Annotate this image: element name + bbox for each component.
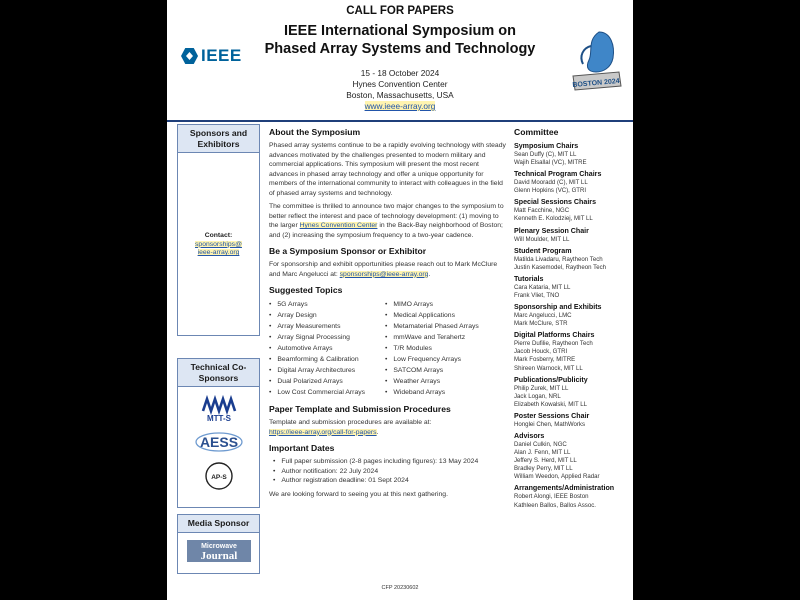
- badge-text: BOSTON 2024: [572, 77, 620, 90]
- committee-member: Mark Fosberry, MITRE: [514, 356, 576, 364]
- ieee-logo-text: IEEE: [201, 46, 242, 65]
- list-item: • Dual Polarized Arrays: [269, 376, 385, 387]
- important-dates-list: [273, 457, 509, 486]
- list-item: • Array Signal Processing: [269, 332, 385, 343]
- mtts-text: MTT-S: [206, 414, 231, 423]
- committee-member: Kathleen Ballos, Ballos Assoc.: [514, 501, 596, 509]
- aps-logo-icon: [204, 461, 234, 491]
- list-item: • Array Design: [269, 310, 385, 321]
- list-item: • Automotive Arrays: [269, 343, 385, 354]
- committee-section-heading: Plenary Session Chair: [514, 226, 589, 235]
- committee-member: Daniel Culkin, NGC: [514, 440, 567, 448]
- aps-logo: [178, 461, 259, 491]
- committee-member: Kenneth E. Kolodziej, MIT LL: [514, 215, 593, 223]
- committee-member: Cara Kataria, MIT LL: [514, 283, 571, 291]
- list-item: • Digital Array Architectures: [269, 365, 385, 376]
- technical-co-sponsors-title: Technical Co-Sponsors: [178, 359, 259, 387]
- committee-member: Alan J. Fenn, MIT LL: [514, 449, 571, 457]
- template-paragraph: [269, 418, 509, 437]
- committee-title: Committee: [514, 127, 559, 137]
- list-item: • Author registration deadline: 01 Sept 2024: [273, 476, 509, 486]
- committee-section-heading: Tutorials: [514, 274, 544, 283]
- template-text: Template and submission procedures are available at:: [269, 419, 432, 426]
- list-item: • Weather Arrays: [385, 376, 479, 387]
- committee-section-heading: Sponsorship and Exhibits: [514, 303, 602, 312]
- title-line-2: Phased Array Systems and Technology: [264, 41, 536, 57]
- committee-member: Robert Alongi, IEEE Boston: [514, 493, 589, 501]
- committee-member: Jack Logan, NRL: [514, 392, 561, 400]
- conference-city: Boston, Massachusetts, USA: [346, 90, 454, 100]
- committee-section-heading: Technical Program Chairs: [514, 170, 602, 179]
- template-heading: Paper Template and Submission Procedures: [269, 404, 451, 414]
- committee-section-heading: Digital Platforms Chairs: [514, 331, 595, 340]
- committee-member: Philip Zurek, MIT LL: [514, 384, 569, 392]
- committee-member: Marc Angelucci, LMC: [514, 312, 572, 320]
- title-line-1: IEEE International Symposium on: [283, 23, 517, 39]
- committee-member: Bradley Perry, MIT LL: [514, 465, 573, 473]
- contact-email-line-2[interactable]: ieee-array.org: [197, 249, 240, 256]
- template-end: .: [376, 428, 379, 436]
- sponsor-heading: Be a Symposium Sponsor or Exhibitor: [269, 246, 427, 256]
- media-sponsor-title: Media Sponsor: [178, 515, 259, 533]
- contact-email-line-1[interactable]: sponsorships@: [195, 240, 242, 248]
- committee-section-heading: Poster Sessions Chair: [514, 411, 590, 420]
- list-item: • Wideband Arrays: [385, 387, 479, 398]
- committee-member: Frank Vliet, TNO: [514, 291, 560, 299]
- committee-member: Wajih Elsallal (VC), MITRE: [514, 159, 587, 167]
- committee-section-heading: Publications/Publicity: [514, 375, 588, 384]
- topics-column-2: [385, 299, 479, 398]
- sponsor-text-b: .: [428, 270, 431, 278]
- committee-member: Matilda Livadaru, Raytheon Tech: [514, 255, 603, 263]
- about-paragraph-1: Phased array systems continue to be a rapidly evolving technology with steady advances motivated by the challenges presented to modern military and commercial applications. This symposium will present the most recent advances in phased array technology and offer a unique opportunity for members of the international community to interact with colleagues in the field of phased array systems and technology.: [269, 142, 506, 197]
- call-for-papers-label: CALL FOR PAPERS: [346, 5, 454, 17]
- conference-info: [277, 68, 523, 112]
- list-item: • Low Cost Commercial Arrays: [269, 387, 385, 398]
- hynes-link[interactable]: Hynes Convention Center: [299, 222, 378, 229]
- committee-section-heading: Student Program: [514, 246, 572, 255]
- topics-heading: Suggested Topics: [269, 285, 343, 295]
- committee-member: Honglei Chen, MathWorks: [514, 420, 586, 428]
- list-item: • Metamaterial Phased Arrays: [385, 321, 479, 332]
- topics-list: [269, 299, 509, 398]
- conference-dates: 15 - 18 October 2024: [360, 68, 440, 78]
- list-item: • Beamforming & Calibration: [269, 354, 385, 365]
- committee-section-heading: Advisors: [514, 431, 545, 440]
- boston-2024-badge-icon: [569, 28, 623, 92]
- footer-code: CFP 20230602: [381, 585, 419, 591]
- sponsors-exhibitors-title: Sponsors and Exhibitors: [178, 125, 259, 153]
- committee-member: Sean Duffy (C), MIT LL: [514, 151, 577, 158]
- committee-member: Jacob Houck, GTRI: [514, 348, 568, 356]
- committee-member: Glenn Hopkins (VC), GTRI: [514, 187, 587, 195]
- sponsors-exhibitors-box: [177, 124, 260, 336]
- sponsor-text-a: For sponsorship and exhibit opportunities please reach out to Mark McClure and Marc Angelucci at:: [269, 261, 498, 278]
- mtts-logo: [178, 395, 259, 423]
- main-content: [269, 127, 509, 503]
- aps-text: AP-S: [210, 474, 227, 481]
- website-link[interactable]: www.ieee-array.org: [364, 101, 436, 111]
- committee-column: [514, 127, 630, 510]
- contact-label: Contact:: [204, 232, 233, 239]
- ieee-diamond-icon: [181, 48, 198, 64]
- technical-co-sponsors-box: [177, 358, 260, 508]
- microwave-journal-logo: [178, 539, 259, 563]
- list-item: • Low Frequency Arrays: [385, 354, 479, 365]
- mj-line-1: Microwave: [200, 543, 237, 550]
- template-link[interactable]: https://ieee-array.org/call-for-papers: [269, 428, 377, 436]
- conference-venue: Hynes Convention Center: [352, 79, 448, 89]
- list-item: • Medical Applications: [385, 310, 479, 321]
- about-heading: About the Symposium: [269, 127, 361, 137]
- sponsor-contact: [178, 232, 259, 258]
- committee-member: Matt Facchine, NGC: [514, 207, 570, 215]
- list-item: • Full paper submission (2-8 pages including figures): 13 May 2024: [273, 457, 509, 467]
- committee-member: David Mooradd (C), MIT LL: [514, 179, 588, 187]
- committee-section-heading: Special Sessions Chairs: [514, 198, 597, 207]
- about-paragraph-2: [269, 202, 509, 240]
- call-for-papers-page: [167, 0, 633, 600]
- list-item: • Author notification: 22 July 2024: [273, 467, 509, 477]
- media-sponsor-box: [177, 514, 260, 574]
- list-item: • Array Measurements: [269, 321, 385, 332]
- aess-logo: [178, 429, 259, 455]
- list-item: • 5G Arrays: [269, 299, 385, 310]
- mj-line-2: Journal: [200, 550, 237, 562]
- about-p2-text-a: The committee is thrilled to announce two major changes to the symposium to better reflect the interest and pace of technology development: (1) moving to the larger: [269, 203, 504, 229]
- about-p2-text-b: in the Back-Bay neighborhood of Boston; and (2) increasing the symposium frequency to a two-year cadence.: [269, 222, 503, 239]
- list-item: • T/R Modules: [385, 343, 479, 354]
- closing-text: We are looking forward to seeing you at this next gathering.: [269, 490, 448, 498]
- microwave-journal-logo-icon: [186, 539, 252, 563]
- committee-section-heading: Arrangements/Administration: [514, 484, 615, 493]
- list-item: • MIMO Arrays: [385, 299, 479, 310]
- committee-member: Jeffery S. Herd, MIT LL: [514, 457, 577, 465]
- list-item: • mmWave and Terahertz: [385, 332, 479, 343]
- page-title: [227, 22, 573, 58]
- aess-logo-icon: [193, 429, 245, 455]
- sponsorship-email-link[interactable]: sponsorships@ieee-array.org: [339, 270, 429, 278]
- aess-text: AESS: [199, 434, 238, 450]
- mtts-logo-icon: [197, 395, 241, 423]
- committee-member: Pierre Dufilie, Raytheon Tech: [514, 340, 593, 348]
- committee-member: William Weedon, Applied Radar: [514, 473, 600, 481]
- header-divider: [167, 120, 633, 122]
- committee-member: Shireen Warnock, MIT LL: [514, 364, 583, 372]
- committee-member: Justin Kasemodel, Raytheon Tech: [514, 263, 607, 271]
- dates-heading: Important Dates: [269, 443, 335, 453]
- committee-section-heading: Symposium Chairs: [514, 142, 579, 150]
- sponsor-paragraph: [269, 260, 509, 279]
- committee-member: Will Moulder, MIT LL: [514, 235, 570, 243]
- list-item: • SATCOM Arrays: [385, 365, 479, 376]
- committee-member: Mark McClure, STR: [514, 320, 568, 328]
- topics-column-1: [269, 299, 385, 398]
- committee-member: Elizabeth Kowalski, MIT LL: [514, 400, 588, 408]
